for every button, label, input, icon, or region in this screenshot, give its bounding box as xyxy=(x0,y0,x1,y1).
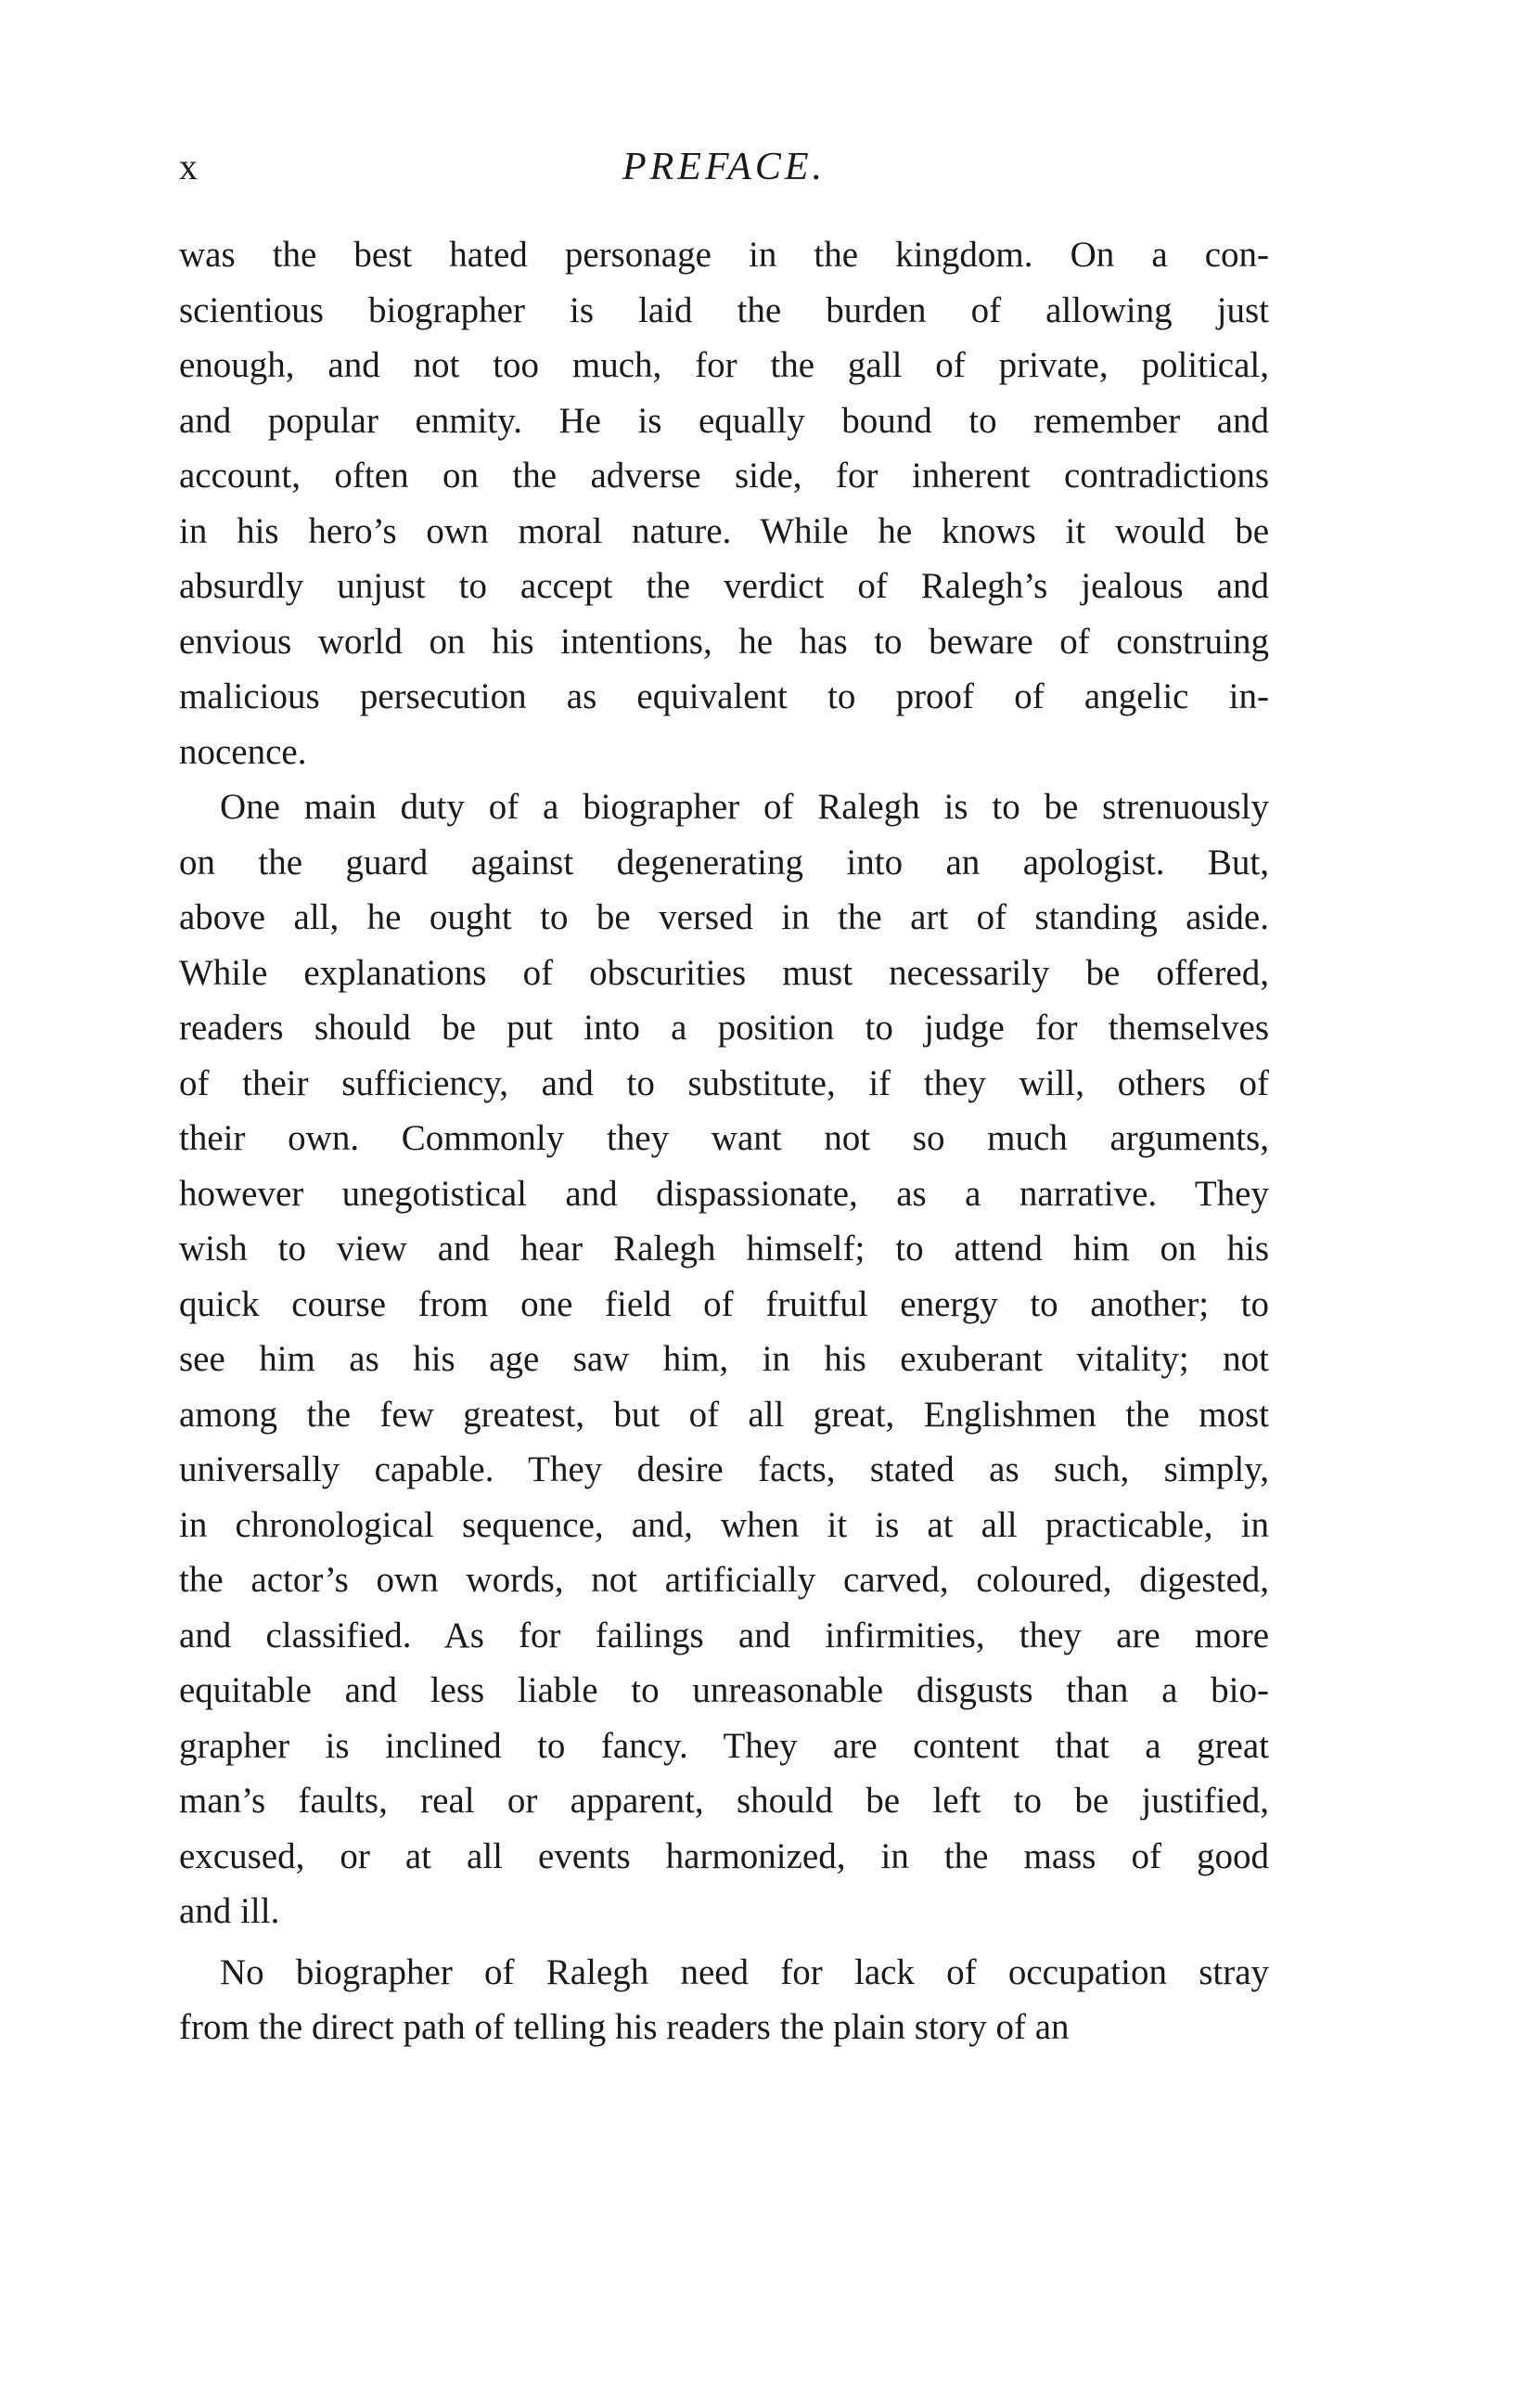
text-line: equitable and less liable to unreasonable disgusts than a bio- xyxy=(179,1670,1269,1710)
text-line: wish to view and hear Ralegh himself; to attend him on his xyxy=(179,1229,1269,1268)
page-number: x xyxy=(179,146,199,187)
text-line: among the few greatest, but of all great, Englishmen the most xyxy=(179,1394,1269,1435)
text-line: account, often on the adverse side, for inherent contradictions xyxy=(179,456,1269,496)
text-line: man’s faults, real or apparent, should be left to be justified, xyxy=(179,1781,1269,1821)
text-line: in his hero’s own moral nature. While he knows it would be xyxy=(179,510,1269,551)
text-line: scientious biographer is laid the burden of allowing just xyxy=(179,290,1269,330)
text-line: envious world on his intentions, he has to beware of construing xyxy=(179,621,1269,662)
text-line: and popular enmity. He is equally bound to remember and xyxy=(179,400,1269,441)
text-line: was the best hated personage in the kingdom. On a con- xyxy=(179,235,1269,275)
text-line: however unegotistical and dispassionate, as a narrative. They xyxy=(179,1173,1269,1214)
text-line: and ill. xyxy=(179,1891,280,1931)
text-line: on the guard against degenerating into an apologist. But, xyxy=(179,842,1269,882)
text-line: the actor’s own words, not artificially carved, coloured, digested, xyxy=(179,1560,1269,1600)
text-line: universally capable. They desire facts, stated as such, simply, xyxy=(179,1449,1269,1489)
paragraph xyxy=(179,227,1269,779)
text-line: malicious persecution as equivalent to proof of angelic in- xyxy=(179,676,1269,716)
paragraph xyxy=(179,779,1269,1939)
text-line: nocence. xyxy=(179,731,307,772)
text-line: readers should be put into a position to judge for themselves xyxy=(179,1008,1269,1048)
text-line: While explanations of obscurities must necessarily be offered, xyxy=(179,952,1269,993)
text-line: in chronological sequence, and, when it is at all practicable, in xyxy=(179,1504,1269,1545)
text-line: of their sufficiency, and to substitute, if they will, others of xyxy=(179,1062,1269,1103)
paragraph xyxy=(179,1945,1269,2055)
text-line: excused, or at all events harmonized, in the mass of good xyxy=(179,1835,1269,1876)
text-line: above all, he ought to be versed in the art of standing aside. xyxy=(179,897,1269,937)
text-line: absurdly unjust to accept the verdict of Ralegh’s jealous and xyxy=(179,566,1269,606)
text-line: see him as his age saw him, in his exuberant vitality; not xyxy=(179,1339,1269,1379)
text-line: enough, and not too much, for the gall of private, political, xyxy=(179,345,1269,385)
text-line: grapher is inclined to fancy. They are content that a great xyxy=(179,1725,1269,1766)
running-title: PREFACE. xyxy=(622,146,827,188)
page-header xyxy=(179,139,1269,195)
text-line: No biographer of Ralegh need for lack of occupation stray xyxy=(220,1951,1269,1992)
text-line: their own. Commonly they want not so much arguments, xyxy=(179,1118,1269,1158)
body-text xyxy=(179,227,1269,2055)
text-line: quick course from one field of fruitful energy to another; to xyxy=(179,1283,1269,1324)
text-line: and classified. As for failings and infirmities, they are more xyxy=(179,1615,1269,1655)
text-line: One main duty of a biographer of Ralegh is to be strenuously xyxy=(220,787,1269,827)
text-line: from the direct path of telling his readers the plain story of an xyxy=(179,2007,1070,2047)
